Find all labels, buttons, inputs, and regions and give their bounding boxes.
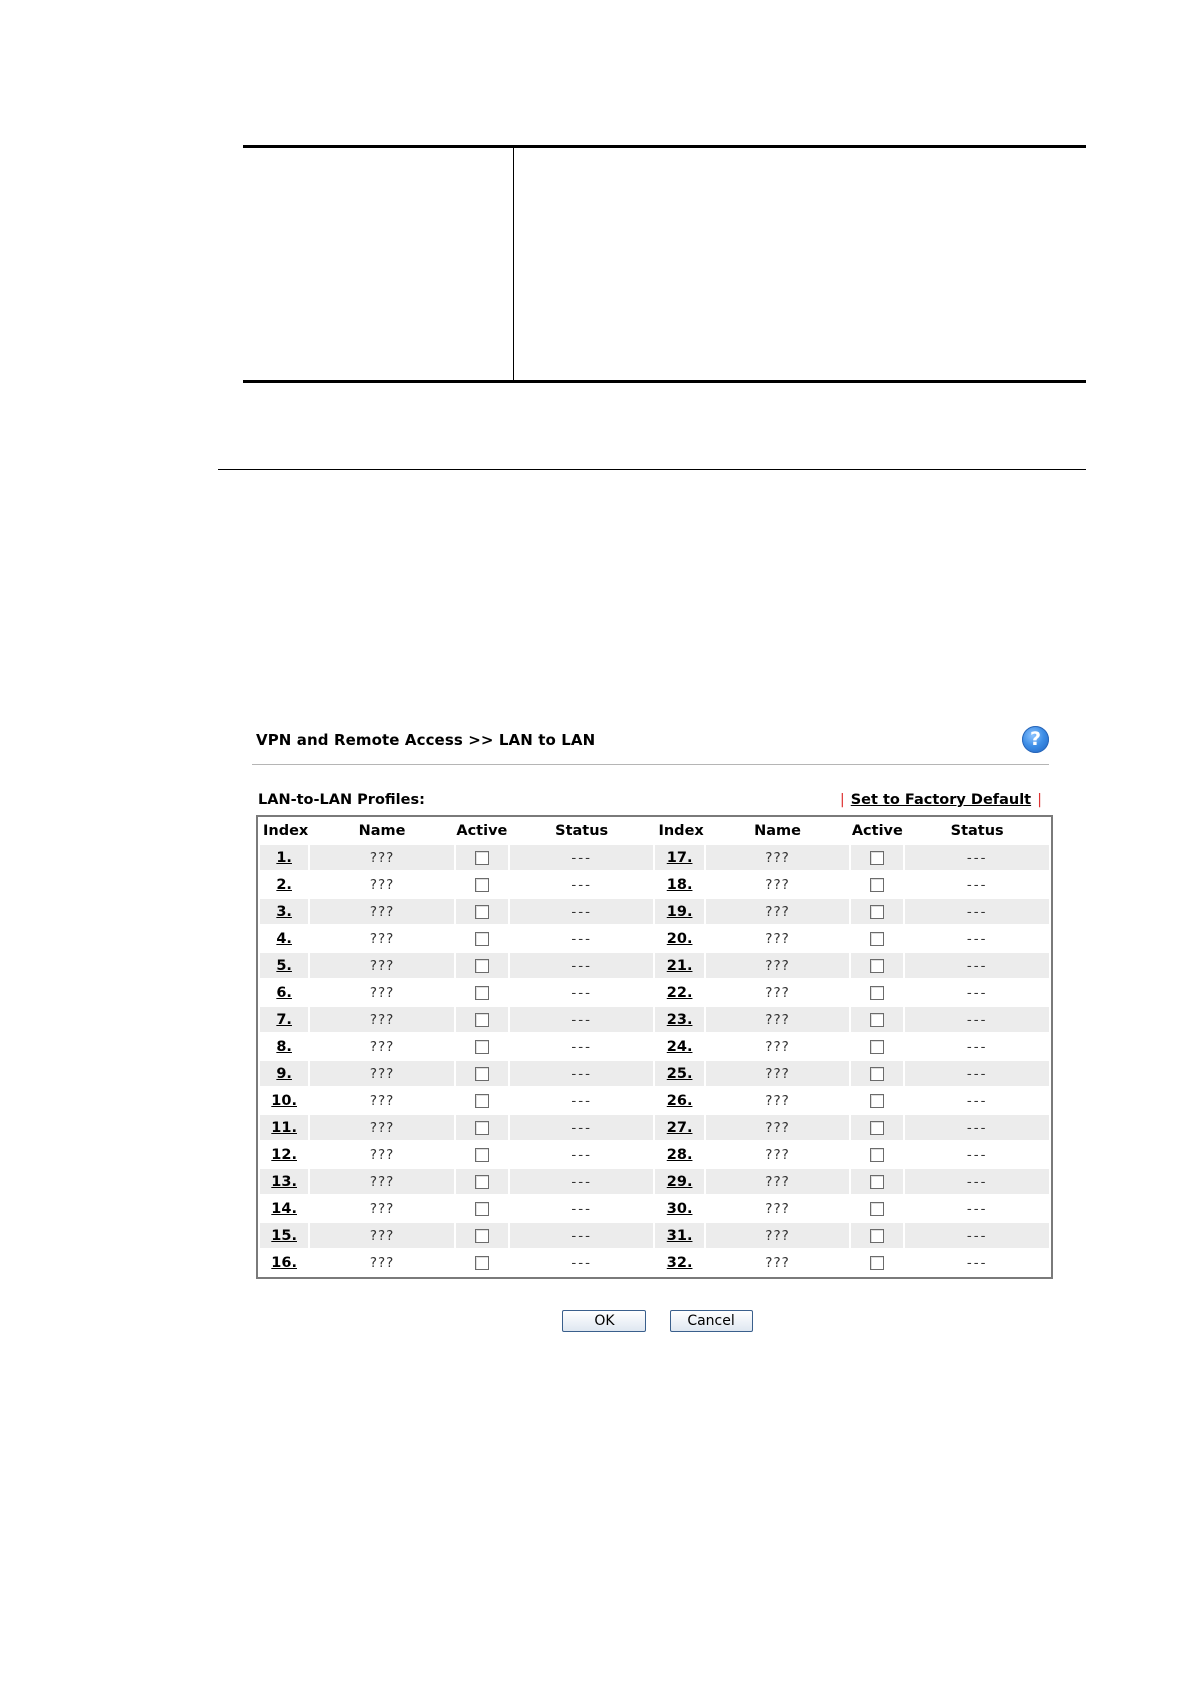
profile-index-cell <box>655 1169 703 1194</box>
profile-index-link[interactable]: 26. <box>666 1092 693 1109</box>
table-row <box>260 980 1049 1005</box>
profile-active-cell <box>456 899 508 924</box>
profile-index-cell <box>260 1223 308 1248</box>
title-bar <box>252 722 1049 765</box>
profile-name: ??? <box>369 1092 395 1109</box>
profile-name: ??? <box>765 1146 790 1163</box>
active-checkbox[interactable] <box>870 1202 884 1216</box>
profile-active-cell <box>456 1034 508 1059</box>
profile-index-link[interactable]: 19. <box>666 903 693 920</box>
profile-name: ??? <box>310 953 454 978</box>
profile-active-cell <box>851 980 903 1005</box>
profile-index-link[interactable]: 17. <box>666 849 693 866</box>
profile-index-cell <box>260 1061 308 1086</box>
profile-index-cell <box>260 1034 308 1059</box>
profile-name: ??? <box>706 1061 850 1086</box>
profile-active-cell <box>851 899 903 924</box>
profile-active-cell <box>456 926 508 951</box>
active-checkbox[interactable] <box>475 1148 489 1162</box>
factory-default-area <box>834 792 1048 808</box>
profile-active-cell <box>456 1007 508 1032</box>
profile-index-link[interactable]: 31. <box>666 1227 693 1244</box>
profile-index-link[interactable]: 4. <box>276 930 292 947</box>
set-to-factory-default-link[interactable]: Set to Factory Default <box>850 792 1032 808</box>
profile-active-cell <box>851 926 903 951</box>
profile-index-link[interactable]: 21. <box>666 957 693 974</box>
profile-status: --- <box>510 899 654 924</box>
profile-status: --- <box>510 845 654 870</box>
active-checkbox[interactable] <box>870 1040 884 1054</box>
column-header-status: Status <box>555 823 609 839</box>
profile-index-link[interactable]: 22. <box>666 984 693 1001</box>
profile-name: ??? <box>706 1169 850 1194</box>
profile-status: --- <box>966 1092 988 1109</box>
profile-status: --- <box>571 1038 592 1055</box>
active-checkbox[interactable] <box>870 1256 884 1270</box>
column-header-index: Index <box>263 823 309 839</box>
profile-active-cell <box>851 1196 903 1221</box>
profile-status: --- <box>966 1146 988 1163</box>
profile-index-cell <box>260 1250 308 1275</box>
profile-status: --- <box>966 1200 988 1217</box>
column-header-status: Status <box>950 823 1004 839</box>
profile-status: --- <box>966 1038 988 1055</box>
profile-name: ??? <box>310 1115 454 1140</box>
profile-index-cell <box>260 899 308 924</box>
active-checkbox[interactable] <box>870 851 884 865</box>
profile-status: --- <box>905 845 1049 870</box>
profile-active-cell <box>456 1061 508 1086</box>
profile-status: --- <box>571 1092 592 1109</box>
table-row <box>260 899 1049 924</box>
profile-name: ??? <box>369 876 395 893</box>
table-row <box>260 1169 1049 1194</box>
profile-name: ??? <box>310 899 454 924</box>
profile-index-link[interactable]: 16. <box>271 1254 297 1271</box>
profile-index-link[interactable]: 15. <box>271 1227 297 1244</box>
profile-name: ??? <box>706 899 850 924</box>
profile-name: ??? <box>706 845 850 870</box>
profile-index-link[interactable]: 27. <box>666 1119 693 1136</box>
table-row <box>260 1196 1049 1221</box>
profile-active-cell <box>851 1088 903 1113</box>
profile-index-link[interactable]: 10. <box>271 1092 297 1109</box>
active-checkbox[interactable] <box>870 1175 884 1189</box>
profile-active-cell <box>851 1250 903 1275</box>
active-checkbox[interactable] <box>475 1175 489 1189</box>
profile-active-cell <box>851 1142 903 1167</box>
profile-status: --- <box>905 1115 1049 1140</box>
profile-index-cell <box>260 1196 308 1221</box>
profile-index-cell <box>260 1169 308 1194</box>
profile-index-cell <box>655 953 703 978</box>
profile-index-link[interactable]: 18. <box>666 876 693 893</box>
profile-active-cell <box>851 1223 903 1248</box>
profile-name: ??? <box>765 984 790 1001</box>
profile-status: --- <box>510 1061 654 1086</box>
profile-name: ??? <box>310 1007 454 1032</box>
profile-index-link[interactable]: 29. <box>666 1173 693 1190</box>
active-checkbox[interactable] <box>870 986 884 1000</box>
profile-index-cell <box>260 1007 308 1032</box>
profile-index-link[interactable]: 28. <box>666 1146 693 1163</box>
profile-active-cell <box>851 1007 903 1032</box>
active-checkbox[interactable] <box>475 1229 489 1243</box>
profile-name: ??? <box>765 930 790 947</box>
table-row <box>260 1115 1049 1140</box>
profile-index-cell <box>655 899 703 924</box>
column-header-name: Name <box>754 823 801 839</box>
profile-status: --- <box>571 1200 592 1217</box>
profiles-table <box>256 815 1053 1279</box>
active-checkbox[interactable] <box>475 1067 489 1081</box>
active-checkbox[interactable] <box>870 1148 884 1162</box>
profile-status: --- <box>905 1007 1049 1032</box>
active-checkbox[interactable] <box>475 932 489 946</box>
help-question-icon[interactable]: ? <box>1022 726 1049 753</box>
profile-name: ??? <box>369 1200 395 1217</box>
profile-active-cell <box>851 1169 903 1194</box>
profile-index-link[interactable]: 9. <box>276 1065 292 1082</box>
profile-name: ??? <box>706 953 850 978</box>
profile-index-cell <box>655 926 703 951</box>
profile-status: --- <box>966 930 988 947</box>
profile-status: --- <box>510 1007 654 1032</box>
profile-index-cell <box>655 1196 703 1221</box>
profile-index-cell <box>655 1250 703 1275</box>
profile-name: ??? <box>369 930 395 947</box>
profile-status: --- <box>510 1115 654 1140</box>
profile-name: ??? <box>310 1061 454 1086</box>
profile-name: ??? <box>706 1007 850 1032</box>
profile-active-cell <box>456 1115 508 1140</box>
profile-index-cell <box>260 1115 308 1140</box>
active-checkbox[interactable] <box>870 959 884 973</box>
profile-index-link[interactable]: 24. <box>666 1038 693 1055</box>
profile-index-cell <box>260 980 308 1005</box>
profile-active-cell <box>851 953 903 978</box>
profile-index-link[interactable]: 12. <box>271 1146 297 1163</box>
profile-active-cell <box>456 1088 508 1113</box>
cancel-button[interactable]: Cancel <box>670 1310 753 1332</box>
profile-index-link[interactable]: 1. <box>276 849 292 866</box>
table-header-row <box>260 819 1049 843</box>
profile-index-cell <box>655 872 703 897</box>
table-row <box>260 953 1049 978</box>
profile-name: ??? <box>706 1115 850 1140</box>
profile-active-cell <box>851 1115 903 1140</box>
active-checkbox[interactable] <box>475 905 489 919</box>
column-header-active: Active <box>456 823 508 839</box>
profile-index-link[interactable]: 11. <box>271 1119 297 1136</box>
profile-status: --- <box>571 876 592 893</box>
profile-index-cell <box>655 1007 703 1032</box>
profile-name: ??? <box>369 1254 395 1271</box>
profiles-label: LAN-to-LAN Profiles: <box>258 792 425 808</box>
active-checkbox[interactable] <box>475 1256 489 1270</box>
profile-status: --- <box>510 1169 654 1194</box>
button-bar <box>252 1310 1049 1332</box>
active-checkbox[interactable] <box>475 1121 489 1135</box>
active-checkbox[interactable] <box>870 932 884 946</box>
profile-status: --- <box>966 984 988 1001</box>
lan-to-lan-panel <box>252 722 1052 1337</box>
profile-index-link[interactable]: 23. <box>666 1011 693 1028</box>
profile-active-cell <box>456 953 508 978</box>
profile-index-link[interactable]: 30. <box>666 1200 693 1217</box>
active-checkbox[interactable] <box>475 959 489 973</box>
profile-name: ??? <box>310 845 454 870</box>
profile-status: --- <box>905 1061 1049 1086</box>
profile-name: ??? <box>765 1092 790 1109</box>
profile-active-cell <box>456 1250 508 1275</box>
active-checkbox[interactable] <box>870 878 884 892</box>
profile-status: --- <box>966 1254 988 1271</box>
active-checkbox[interactable] <box>475 1013 489 1027</box>
active-checkbox[interactable] <box>870 1094 884 1108</box>
profile-index-cell <box>260 953 308 978</box>
table-row <box>260 926 1049 951</box>
active-checkbox[interactable] <box>870 905 884 919</box>
table-row <box>260 1223 1049 1248</box>
profile-active-cell <box>456 980 508 1005</box>
profile-status: --- <box>571 930 592 947</box>
profile-name: ??? <box>765 1254 790 1271</box>
profile-index-link[interactable]: 6. <box>276 984 292 1001</box>
active-checkbox[interactable] <box>475 1202 489 1216</box>
profile-index-cell <box>655 1142 703 1167</box>
profile-active-cell <box>456 1223 508 1248</box>
profile-status: --- <box>966 876 988 893</box>
profile-active-cell <box>851 845 903 870</box>
active-checkbox[interactable] <box>475 851 489 865</box>
ok-button[interactable]: OK <box>562 1310 646 1332</box>
profile-index-link[interactable]: 7. <box>276 1011 292 1028</box>
profile-status: --- <box>571 1254 592 1271</box>
profile-index-link[interactable]: 14. <box>271 1200 297 1217</box>
profile-active-cell <box>456 1169 508 1194</box>
profile-active-cell <box>456 845 508 870</box>
separator-right: | <box>1037 792 1042 808</box>
profile-active-cell <box>456 1142 508 1167</box>
profile-status: --- <box>510 953 654 978</box>
profile-name: ??? <box>310 1223 454 1248</box>
profile-status: --- <box>571 984 592 1001</box>
profile-index-cell <box>260 845 308 870</box>
profile-index-link[interactable]: 25. <box>666 1065 693 1082</box>
profile-index-cell <box>655 1223 703 1248</box>
active-checkbox[interactable] <box>475 878 489 892</box>
profile-status: --- <box>905 1223 1049 1248</box>
profile-index-link[interactable]: 3. <box>276 903 292 920</box>
profile-name: ??? <box>765 1200 790 1217</box>
profile-status: --- <box>905 1169 1049 1194</box>
profile-index-cell <box>655 1061 703 1086</box>
profile-name: ??? <box>369 1146 395 1163</box>
profile-active-cell <box>456 872 508 897</box>
profile-index-link[interactable]: 20. <box>666 930 693 947</box>
profile-name: ??? <box>369 984 395 1001</box>
active-checkbox[interactable] <box>870 1067 884 1081</box>
profile-active-cell <box>851 1061 903 1086</box>
profile-status: --- <box>510 1223 654 1248</box>
table-row <box>260 1088 1049 1113</box>
profile-index-link[interactable]: 32. <box>666 1254 693 1271</box>
profile-index-cell <box>260 872 308 897</box>
column-header-active: Active <box>851 823 903 839</box>
document-table-divider <box>513 148 514 380</box>
page-title: VPN and Remote Access >> LAN to LAN <box>256 731 596 749</box>
table-row <box>260 1034 1049 1059</box>
profile-index-link[interactable]: 8. <box>276 1038 292 1055</box>
active-checkbox[interactable] <box>870 1013 884 1027</box>
profile-index-cell <box>655 845 703 870</box>
table-row <box>260 1007 1049 1032</box>
column-header-index: Index <box>658 823 704 839</box>
profile-index-link[interactable]: 2. <box>276 876 292 893</box>
profile-name: ??? <box>765 876 790 893</box>
profile-index-cell <box>655 1115 703 1140</box>
active-checkbox[interactable] <box>475 986 489 1000</box>
separator-left: | <box>839 792 845 808</box>
profile-status: --- <box>905 899 1049 924</box>
profile-name: ??? <box>369 1038 395 1055</box>
document-rule <box>218 469 1086 470</box>
profile-index-link[interactable]: 5. <box>276 957 292 974</box>
active-checkbox[interactable] <box>475 1094 489 1108</box>
profile-index-cell <box>260 926 308 951</box>
profile-index-cell <box>655 1088 703 1113</box>
profile-index-cell <box>655 1034 703 1059</box>
profile-status: --- <box>905 953 1049 978</box>
table-row <box>260 1142 1049 1167</box>
profile-name: ??? <box>706 1223 850 1248</box>
profile-active-cell <box>851 1034 903 1059</box>
profile-status: --- <box>571 1146 592 1163</box>
profile-index-cell <box>655 980 703 1005</box>
column-header-name: Name <box>358 823 406 839</box>
profile-active-cell <box>851 872 903 897</box>
table-row <box>260 1250 1049 1275</box>
document-table-frame <box>243 145 1086 383</box>
profile-active-cell <box>456 1196 508 1221</box>
profile-index-cell <box>260 1088 308 1113</box>
profile-name: ??? <box>310 1169 454 1194</box>
profile-name: ??? <box>765 1038 790 1055</box>
active-checkbox[interactable] <box>870 1121 884 1135</box>
profile-index-link[interactable]: 13. <box>271 1173 297 1190</box>
active-checkbox[interactable] <box>870 1229 884 1243</box>
profile-index-cell <box>260 1142 308 1167</box>
table-row <box>260 845 1049 870</box>
table-row <box>260 872 1049 897</box>
active-checkbox[interactable] <box>475 1040 489 1054</box>
table-row <box>260 1061 1049 1086</box>
